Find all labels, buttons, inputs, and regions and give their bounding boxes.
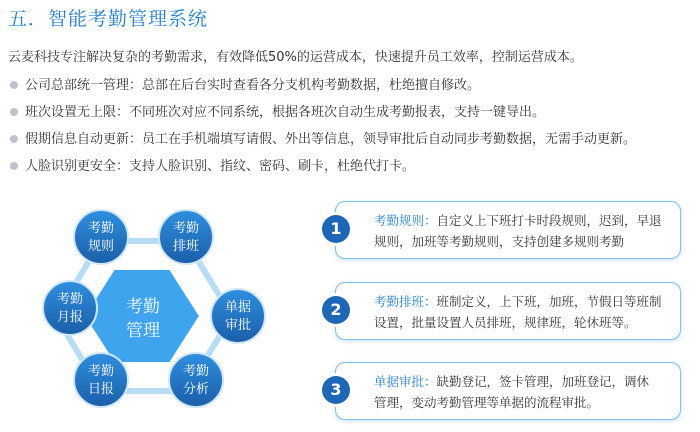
feature-list [8, 72, 636, 180]
svg-text:考勤: 考勤 [56, 292, 84, 307]
svg-text:考勤: 考勤 [172, 221, 200, 236]
card-line1: 自定义上下班打卡时段规则，迟到，早退 [436, 213, 662, 228]
bullet-dot-icon [10, 81, 18, 89]
hub-center-label-line2: 管理 [126, 321, 160, 341]
bullet-text: 班次设置无上限：不同班次对应不同系统，根据各班次自动生成考勤报表，支持一键导出。 [25, 105, 546, 120]
hub-center-label-line1: 考勤 [126, 297, 160, 317]
feature-cards [318, 188, 700, 432]
bullet-text: 人脸识别更安全：支持人脸识别、指纹、密码、刷卡，杜绝代打卡。 [25, 159, 416, 174]
card-line2: 设置，批量设置人员排班，规律班，轮休班等。 [374, 315, 637, 330]
hub-node-attendance-daily [74, 353, 128, 407]
hub-node-attendance-rules [74, 210, 128, 264]
svg-text:排班: 排班 [172, 239, 200, 254]
svg-text:考勤: 考勤 [87, 364, 115, 379]
step-number-badge: 3 [322, 376, 350, 404]
hub-node-attendance-monthly [43, 281, 97, 335]
bullet-dot-icon [10, 135, 18, 143]
svg-text:规则: 规则 [87, 239, 115, 254]
svg-text:审批: 审批 [224, 318, 252, 333]
card-title: 考勤规则： [374, 213, 437, 228]
step-number-badge: 1 [322, 215, 350, 243]
bullet-text: 公司总部统一管理：总部在后台实时查看各分支机构考勤数据，杜绝擅自修改。 [25, 78, 481, 93]
svg-text:考勤: 考勤 [182, 364, 210, 379]
bullet-dot-icon [10, 162, 18, 170]
list-item [8, 99, 636, 126]
list-item [8, 126, 636, 153]
card-line1: 缺勤登记，签卡管理，加班登记，调休 [436, 374, 650, 389]
svg-text:单据: 单据 [224, 300, 252, 315]
feature-card-attendance-scheduling [330, 282, 681, 340]
list-item [8, 153, 636, 180]
bullet-text: 假期信息自动更新：员工在手机端填写请假、外出等信息，领导审批后自动同步考勤数据，无需手动更新。 [25, 132, 637, 147]
card-line2: 规则，加班等考勤规则，支持创建多规则考勤 [374, 234, 625, 249]
card-title: 单据审批： [374, 374, 437, 389]
card-line1: 班制定义，上下班，加班，节假日等班制 [436, 294, 662, 309]
hub-node-attendance-analysis [169, 353, 223, 407]
feature-card-document-approval [330, 362, 681, 420]
feature-card-attendance-rules [330, 201, 681, 259]
list-item [8, 72, 636, 99]
step-number-badge: 2 [322, 296, 350, 324]
card-line2: 管理，变动考勤管理等单据的流程审批。 [374, 395, 600, 410]
card-title: 考勤排班： [374, 294, 437, 309]
hub-node-document-approval [211, 289, 265, 343]
svg-text:月报: 月报 [56, 310, 84, 325]
svg-text:日报: 日报 [87, 382, 115, 397]
page-title: 五．智能考勤管理系统 [8, 8, 209, 30]
svg-text:考勤: 考勤 [87, 221, 115, 236]
attendance-hub-diagram [0, 195, 330, 432]
bullet-dot-icon [10, 108, 18, 116]
intro-paragraph: 云麦科技专注解决复杂的考勤需求，有效降低50%的运营成本，快速提升员工效率，控制运营成本。 [8, 50, 583, 65]
hub-node-attendance-scheduling [159, 210, 213, 264]
svg-text:分析: 分析 [182, 382, 210, 397]
